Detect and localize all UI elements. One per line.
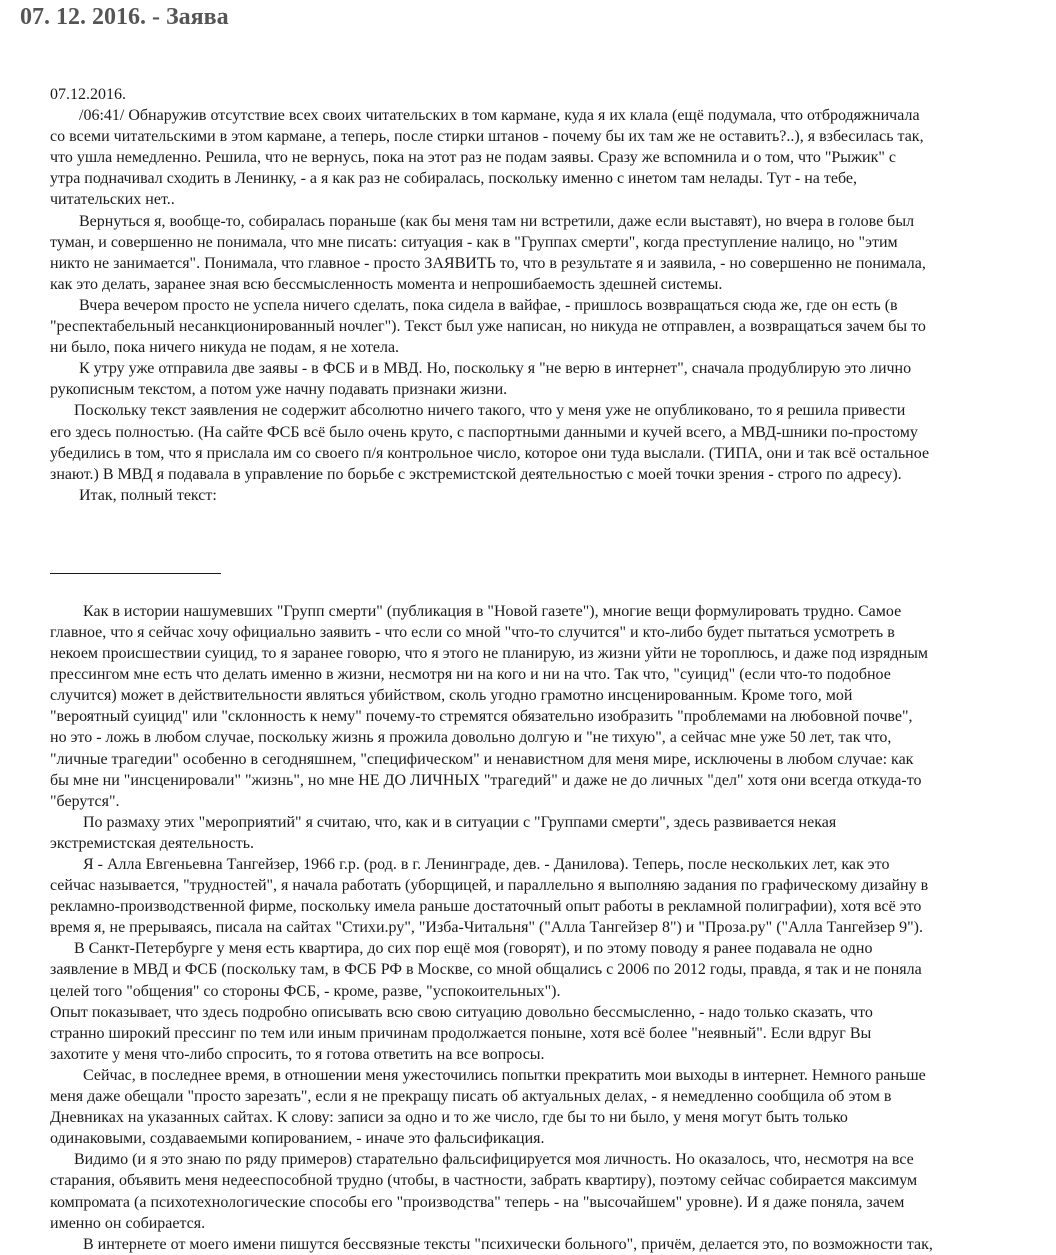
text-line: К утру уже отправила две заявы - в ФСБ и в МВД. Но, поскольку я "не верю в интернет", сначала продублирую это лично xyxy=(79,360,912,378)
text-line: Поскольку текст заявления не содержит абсолютно ничего такого, что у меня уже не опубликовано, то я решила привести xyxy=(74,402,906,420)
text-line: компромата (а психотехнологические способы его "производства" теперь - на "высочайшем" уровне). И я даже поняла, зачем xyxy=(50,1193,905,1211)
text-line: прессингом мне есть что делать именно в жизни, несмотря ни на кого и ни на что. Так что, "суицид" (если что-то подобное xyxy=(50,666,891,684)
text-line: заявление в МВД и ФСБ (поскольку там, в ФСБ РФ в Москве, со мной общались с 2006 по 2012 годы, правда, я так и не поняла xyxy=(50,961,922,979)
text-line: бы мне ни "инсценировали" "жизнь", но мне НЕ ДО ЛИЧНЫХ "трагедий" и даже не до личных "дел" хотя они всегда откуда-то xyxy=(50,771,922,789)
text-line: Я - Алла Евгеньевна Тангейзер, 1966 г.р. (род. в г. Ленинграде, дев. - Данилова). Теперь, после нескольких лет, как это xyxy=(83,856,890,873)
text-line: читательских нет.. xyxy=(50,191,175,209)
paragraph xyxy=(50,938,1050,1001)
text-line: Вернуться я, вообще-то, собиралась пораньше (как бы меня там ни встретили, даже если выставят), но вчера в голове был xyxy=(79,212,915,230)
text-line: Итак, полный текст: xyxy=(79,486,217,504)
paragraph xyxy=(50,485,1050,506)
text-line: но это - ложь в любом случае, поскольку жизнь я прожила довольно долгую и "не тихую", а сейчас мне уже 50 лет, так что, xyxy=(50,729,892,747)
paragraph xyxy=(50,400,1050,484)
text-line: что ушла немедленно. Решила, что не вернусь, пока на этот раз не подам заявы. Сразу же вспомнила и о том, что "Рыжик" с xyxy=(50,149,897,167)
text-line: целей того "общения" со стороны ФСБ, - кроме, разве, "успокоительных"). xyxy=(50,982,561,1000)
text-line: /06:41/ Обнаружив отсутствие всех своих читательских в том кармане, куда я их клала (ещё подумала, что отбродяжничала xyxy=(79,107,920,125)
paragraph xyxy=(50,1065,1050,1149)
post-body xyxy=(50,84,1050,1255)
text-line: именно он собирается. xyxy=(50,1214,206,1232)
text-line: случится) может в действительности являться убийством, сколь угодно грамотно инсценированным. Кроме того, мой xyxy=(50,687,853,705)
text-line: Опыт показывает, что здесь подробно описывать всю свою ситуацию довольно бессмысленно, - надо только сказать, что xyxy=(50,1003,873,1021)
text-line: некоем происшествии суицид, то я заранее говорю, что я этого не планирую, из жизни уйти не тороплюсь, и даже под изрядным xyxy=(50,645,928,663)
paragraph xyxy=(50,1002,1050,1065)
paragraph xyxy=(50,854,1050,938)
text-line: утра подначивал сходить в Ленинку, - а я как раз не собиралась, поскольку именно с инетом там нелады. Тут - на тебе, xyxy=(50,170,858,188)
text-line: знают.) В МВД я подавала в управление по борьбе с экстремистской деятельностью с моей точки зрения - строго по адресу). xyxy=(50,465,902,483)
text-line: "вероятный суицид" или "склонность к нему" почему-то стремятся обязательно изобразить "проблемами на любовной почве", xyxy=(50,708,913,726)
text-line: сейчас называется, "трудностей", я начала работать (уборщицей, и параллельно я выполняю задания по графическому дизайну в xyxy=(50,877,929,895)
text-line: В Санкт-Петербурге у меня есть квартира, до сих пор ещё моя (говорят), и по этому поводу я ранее подавала не одно xyxy=(74,940,873,958)
text-line: туман, и совершенно не понимала, что мне писать: ситуация - как в "Группах смерти", когда преступление налицо, но "этим xyxy=(50,233,898,251)
post-date: 07.12.2016. xyxy=(50,86,126,103)
page-title: 07. 12. 2016. - Заява xyxy=(20,4,229,30)
text-line: как это делать, заранее зная всю бессмысленность момента и непрошибаемость здешней системы. xyxy=(50,275,723,293)
paragraph xyxy=(50,1234,1050,1255)
paragraph xyxy=(50,358,1050,400)
paragraph xyxy=(50,812,1050,854)
text-line: Сейчас, в последнее время, в отношении меня ужесточились попытки прекратить мои выходы в интернет. Немного раньше xyxy=(83,1066,926,1084)
text-line: рукописным текстом, а потом уже начну подавать признаки жизни. xyxy=(50,381,508,399)
text-line: Видимо (и я это знаю по ряду примеров) старательно фальсифицируется моя личность. Но оказалось, что, несмотря на все xyxy=(74,1151,914,1169)
text-line: Как в истории нашумевших "Групп смерти" (публикация в "Новой газете"), многие вещи формулировать трудно. Самое xyxy=(83,602,902,620)
text-line: ни было, пока ничего никуда не подам, я не хотела. xyxy=(50,339,400,357)
text-line: никто не занимается". Понимала, что главное - просто ЗАЯВИТЬ то, что в результате я и заявила, - но совершенно не понимала, xyxy=(50,254,926,272)
paragraph xyxy=(50,105,1050,210)
text-line: "берутся". xyxy=(50,792,120,810)
text-line: Вчера вечером просто не успела ничего сделать, пока сидела в вайфае, - пришлось возвращаться сюда же, где он есть (в xyxy=(79,296,898,314)
text-line: странно широкий прессинг по тем или иным причинам продолжается поныне, хотя всё более "неявный". Если вдруг Вы xyxy=(50,1024,872,1042)
text-line: убедились в том, что я прислала им со своего п/я контрольное число, которое они туда выслали. (ТИПА, они и так всё остальное xyxy=(50,444,930,462)
intro-section xyxy=(50,105,1050,506)
text-line: "респектабельный несанкционированный ночлег"). Текст был уже написан, но никуда не отправлен, а возвращаться зачем бы то xyxy=(50,318,926,336)
paragraph xyxy=(50,1149,1050,1233)
paragraph xyxy=(50,295,1050,358)
text-line: меня даже обещали "просто зарезать", если я не прекращу писать об актуальных делах, - я немедленно сообщила об этом в xyxy=(50,1088,892,1106)
text-line: старания, объявить меня недееспособной трудно (чтобы, в частности, забрать квартиру), поэтому сейчас собирается максимум xyxy=(50,1172,918,1190)
text-line: Дневниках на указанных сайтах. К слову: записи за одно и то же число, где бы то ни было, у меня могут быть только xyxy=(50,1109,848,1127)
text-line: со всеми читательскими в этом кармане, а теперь, после стирки штанов - почему бы их там же не оставить?..), я взбесилась так, xyxy=(50,128,924,146)
text-line: время я, не прерываясь, писала на сайтах "Стихи.ру", "Изба-Читальня" ("Алла Тангейзер 8") и "Проза.ру" ("Алла Тангейзер 9"). xyxy=(50,919,924,937)
text-line: "личные трагедии" особенно в сегодняшнем, "специфическом" и ненавистном для меня мире, исключены в любом случае: как xyxy=(50,750,914,768)
text-line: его здесь полностью. (На сайте ФСБ всё было очень круто, с паспортными данными и кучей всего, а МВД-шники по-простому xyxy=(50,423,918,441)
paragraph xyxy=(50,601,1050,812)
text-line: По размаху этих "мероприятий" я считаю, что, как и в ситуации с "Группами смерти", здесь развивается некая xyxy=(83,813,837,831)
text-line: одинаковыми, создаваемыми копированием, - иначе это фальсификация. xyxy=(50,1130,545,1148)
text-line: захотите у меня что-либо спросить, то я готова ответить на все вопросы. xyxy=(50,1045,545,1063)
text-line: экстремистская деятельность. xyxy=(50,834,255,852)
paragraph xyxy=(50,211,1050,295)
statement-section xyxy=(50,601,1050,1255)
text-line: главное, что я сейчас хочу официально заявить - что если со мной "что-то случится" и кто-либо будет пытаться усмотреть в xyxy=(50,623,895,641)
text-line: В интернете от моего имени пишутся бессвязные тексты "психически больного", причём, делается это, по возможности так, xyxy=(83,1235,933,1253)
text-line: рекламно-производственной фирме, поскольку имела раньше достаточный опыт работы в рекламной полиграфии), хотя всё это xyxy=(50,898,922,916)
